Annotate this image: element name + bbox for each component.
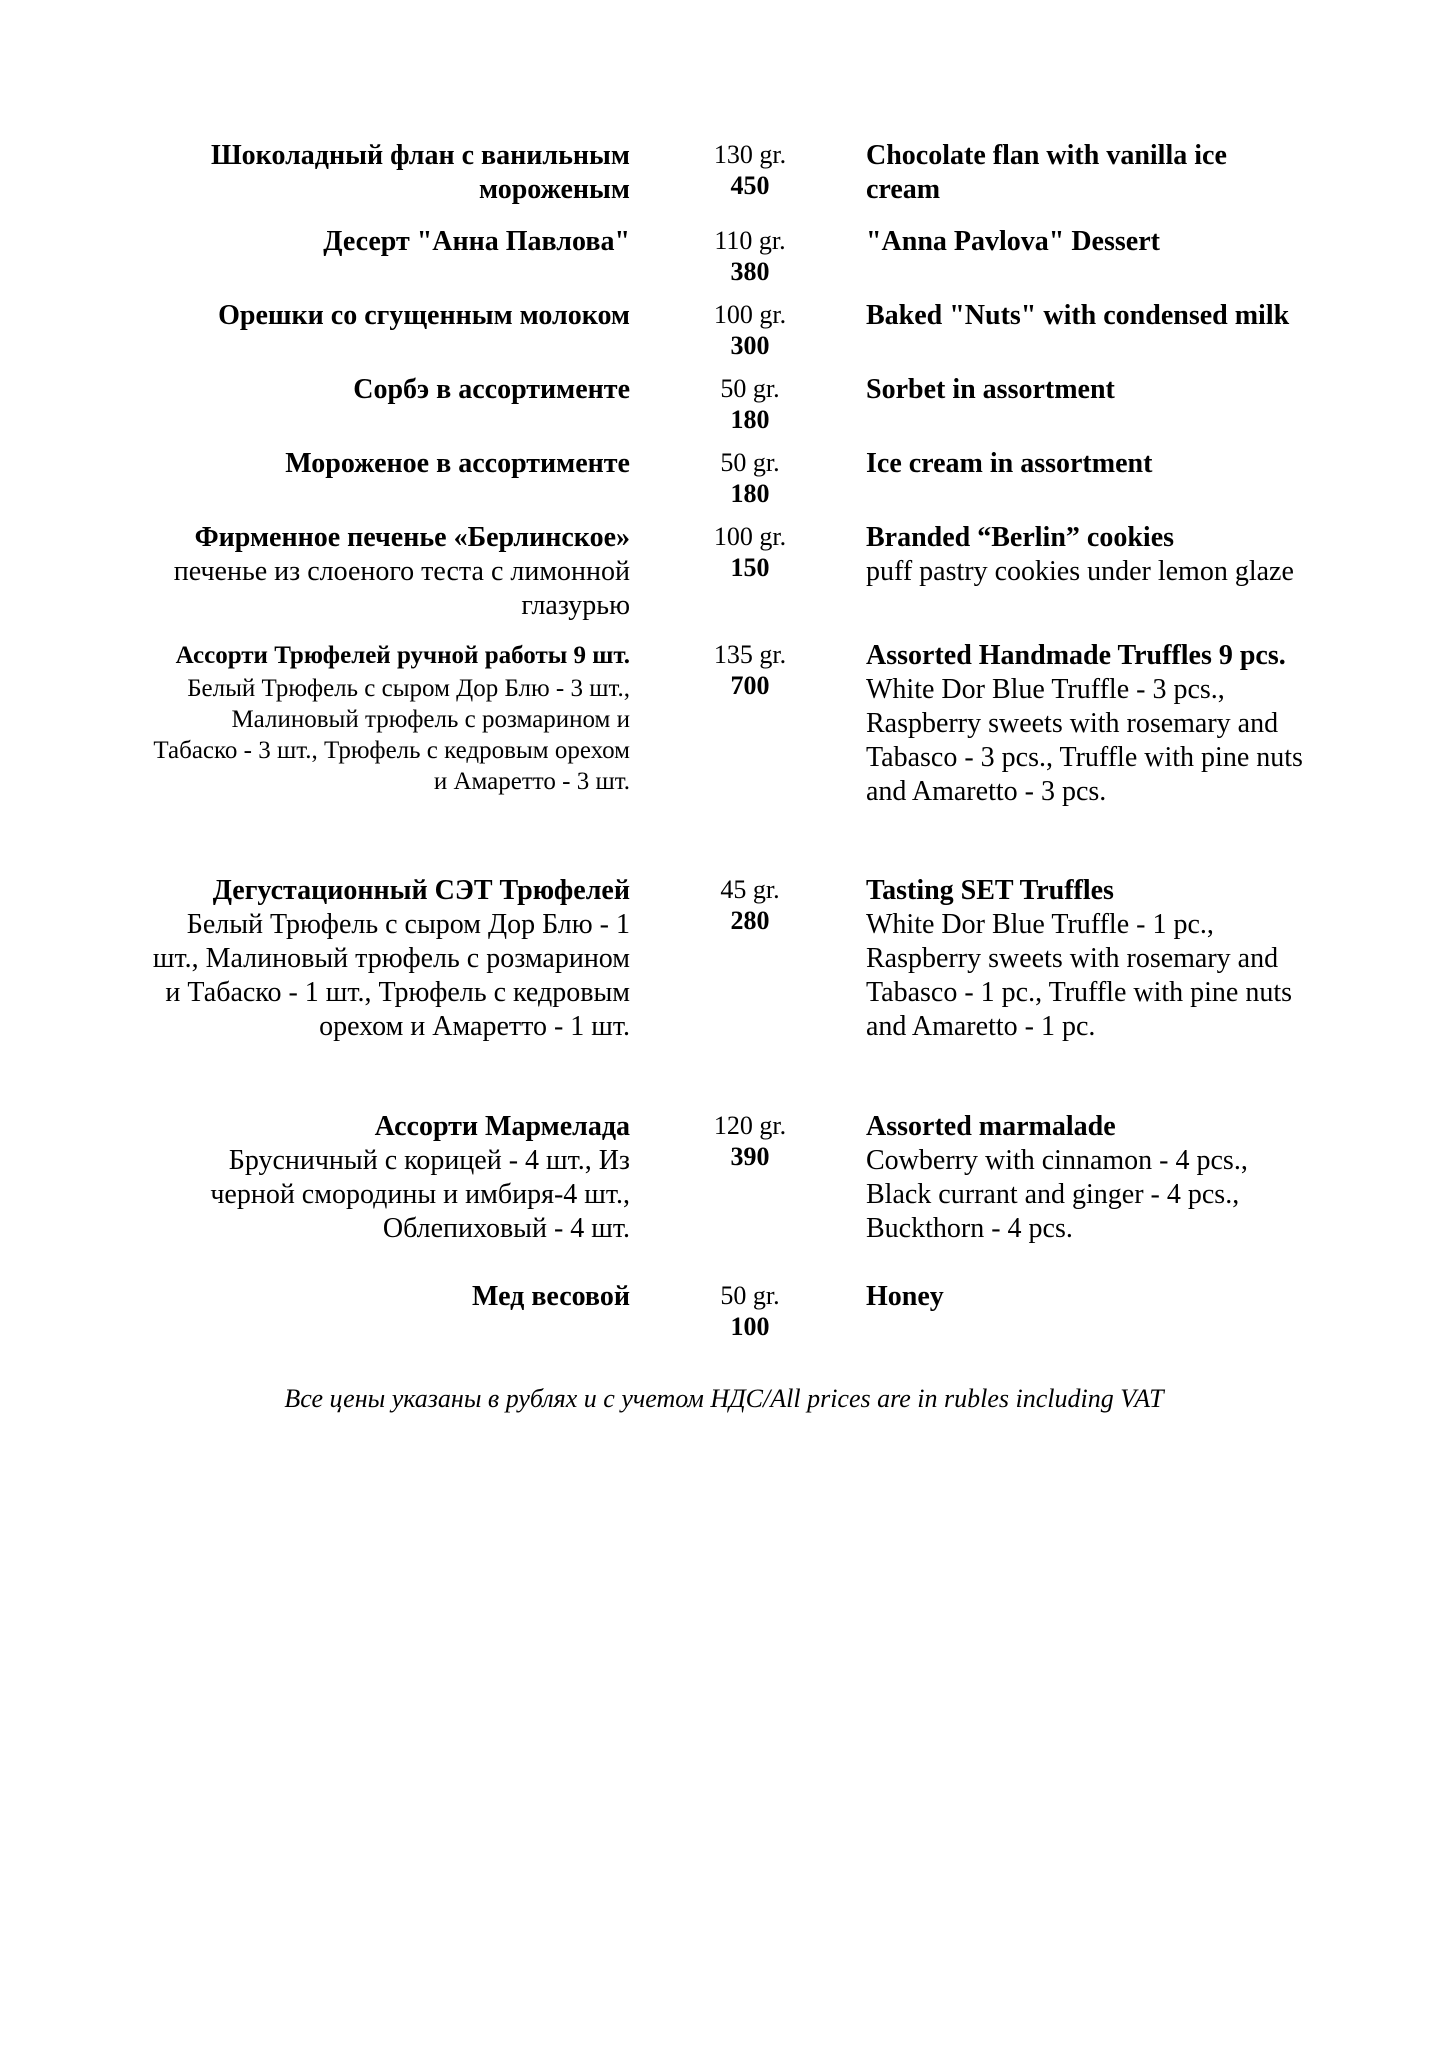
item-ru-description: печенье из слоеного теста с лимонной глазурью [173,556,630,621]
item-en-description: White Dor Blue Truffle - 3 pcs., Raspberry sweets with rosemary and Tabasco - 3 pcs., Truffle with pine nuts and Amaretto - 3 pcs. [866,674,1303,807]
item-ru [150,225,630,259]
item-en-description: White Dor Blue Truffle - 1 pc., Raspberry sweets with rosemary and Tabasco - 1 pc., Truffle with pine nuts and Amaretto - 1 pc. [866,909,1293,1042]
item-en [866,139,1306,207]
item-en [866,874,1306,1044]
item-en [866,299,1306,333]
item-weight: 50 gr. [720,374,780,403]
item-ru-title: Ассорти Трюфелей ручной работы 9 шт. [175,642,630,669]
item-ru-description: Белый Трюфель с сыром Дор Блю - 1 шт., Малиновый трюфель с розмарином и Табаско - 1 шт., Трюфель с кедровым орехом и Амаретто - 1 шт. [152,909,630,1042]
item-en [866,373,1306,407]
item-ru-title: Ассорти Мармелада [374,1111,630,1142]
item-en-title: Chocolate flan with vanilla ice cream [866,140,1227,205]
item-price: 180 [730,405,770,434]
footer-price-note: Все цены указаны в рублях и с учетом НДС/All prices are in rubles including VAT [284,1384,1164,1413]
item-ru [150,1280,630,1314]
item-price: 390 [730,1142,770,1171]
item-price: 180 [730,479,770,508]
item-en-title: Ice cream in assortment [866,448,1153,479]
item-weight: 100 gr. [713,522,787,551]
item-ru [150,874,630,1044]
item-weight-price [670,1110,830,1172]
item-ru-title: Дегустационный СЭТ Трюфелей [212,875,630,906]
item-weight-price [670,521,830,583]
item-price: 150 [730,553,770,582]
item-weight-price [670,373,830,435]
item-en-title: Baked "Nuts" with condensed milk [866,300,1290,331]
item-weight: 135 gr. [713,640,787,669]
item-ru [150,139,630,207]
item-price: 700 [730,671,770,700]
item-ru-title: Мороженое в ассортименте [285,448,630,479]
item-en [866,1110,1306,1246]
item-weight-price [670,299,830,361]
item-ru [150,299,630,333]
item-weight-price [670,874,830,936]
item-price: 100 [730,1312,770,1341]
item-weight-price [670,139,830,201]
item-ru [150,373,630,407]
item-ru-title: Шоколадный флан с ванильным мороженым [210,140,630,205]
item-ru-title: Мед весовой [472,1281,630,1312]
item-weight-price [670,447,830,509]
item-weight-price [670,639,830,701]
item-en [866,521,1306,589]
item-weight: 100 gr. [713,300,787,329]
item-weight: 120 gr. [713,1111,787,1140]
item-weight: 50 gr. [720,1281,780,1310]
item-en-title: Assorted marmalade [866,1111,1116,1142]
item-ru-title: Орешки со сгущенным молоком [218,300,630,331]
item-ru [150,639,630,797]
item-ru [150,447,630,481]
item-en-title: Sorbet in assortment [866,374,1115,405]
item-weight-price [670,225,830,287]
item-price: 300 [730,331,770,360]
item-en-description: puff pastry cookies under lemon glaze [866,556,1294,587]
item-en-title: Honey [866,1281,944,1312]
item-price: 380 [730,257,770,286]
item-en-description: Cowberry with cinnamon - 4 pcs., Black currant and ginger - 4 pcs., Buckthorn - 4 pcs. [866,1145,1248,1244]
item-en [866,1280,1306,1314]
item-en [866,639,1306,809]
item-price: 280 [730,906,770,935]
item-en [866,225,1306,259]
item-weight: 50 gr. [720,448,780,477]
item-weight-price [670,1280,830,1342]
item-ru [150,521,630,623]
item-ru-description: Брусничный с корицей - 4 шт., Из черной смородины и имбиря-4 шт., Облепиховый - 4 шт. [210,1145,630,1244]
item-en-title: Branded “Berlin” cookies [866,522,1175,553]
item-weight: 45 gr. [720,875,780,904]
item-en-title: "Anna Pavlova" Dessert [866,226,1160,257]
item-en [866,447,1306,481]
item-weight: 130 gr. [713,140,787,169]
item-en-title: Tasting SET Truffles [866,875,1114,906]
item-weight: 110 gr. [714,226,786,255]
item-ru [150,1110,630,1246]
item-ru-title: Десерт "Анна Павлова" [323,226,630,257]
item-ru-description: Белый Трюфель с сыром Дор Блю - 3 шт., Малиновый трюфель с розмарином и Табаско - 3 шт., Трюфель с кедровым орехом и Амаретто - 3 шт. [153,675,630,795]
item-ru-title: Фирменное печенье «Берлинское» [194,522,630,553]
item-en-title: Assorted Handmade Truffles 9 pcs. [866,640,1286,671]
item-price: 450 [730,171,770,200]
item-ru-title: Сорбэ в ассортименте [353,374,630,405]
